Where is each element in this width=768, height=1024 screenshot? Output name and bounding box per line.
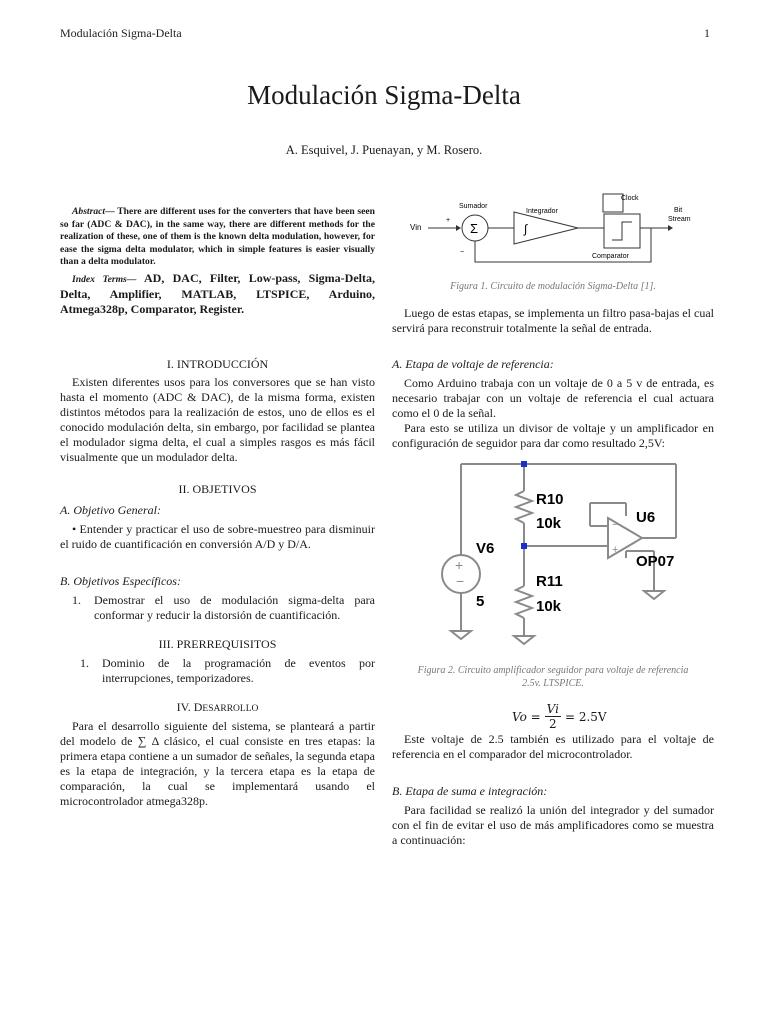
fig1-integral-symbol: ∫ <box>524 222 528 236</box>
fig2-u6-label: U6 <box>636 509 656 526</box>
index-terms-label: Index Terms <box>72 273 127 285</box>
abstract-dash: — <box>105 206 115 217</box>
sum-integration-heading: B. Etapa de suma e integración: <box>392 784 548 798</box>
fig2-op07-label: OP07 <box>636 553 675 570</box>
equation-fraction <box>545 702 561 731</box>
figure-1-sigma-delta-diagram <box>406 188 716 268</box>
index-terms <box>60 271 375 317</box>
fig2-v6-label: V6 <box>476 540 495 557</box>
abstract-text: There are different uses for the converters that have been seen so far (ADC & DAC), in the same way, there are different methods for the realization of these, one of them is the known delta modulation, however, for ease the sigma delta modulator, which in simple features is easier visually than a delta modulator. <box>60 206 375 268</box>
fig1-vin-label: Vin <box>410 223 422 232</box>
abstract <box>60 206 375 269</box>
objective-general-heading: A. Objetivo General: <box>60 503 161 517</box>
index-terms-text: AD, DAC, Filter, Low-pass, Sigma-Delta, Delta, Amplifier, MATLAB, LTSPICE, Arduino, Atmega328p, Comparator, Register. <box>60 270 375 316</box>
fig2-r11-label: R11 <box>536 573 563 590</box>
fig2-op-plus: + <box>612 544 619 556</box>
prereq-item <box>80 656 375 686</box>
development-text: Para el desarrollo siguiente del sistema, se planteará a partir del modelo de ∑ Δ clásico, el cual consiste en tres etapas: la primera etapa contiene a un sumador de señales, la segunda etapa es la etapa de integración, y la tercera etapa es la etapa de comparación, la cual se implementará usando el microcontrolador atmega328p. <box>60 719 375 808</box>
fig1-comparator-label: Comparator <box>592 253 629 260</box>
objective-specific-text: Demostrar el uso de modulación sigma-delta para conformar y reducir la distorsión de cuantificación. <box>94 593 375 622</box>
running-title: Modulación Sigma-Delta <box>60 26 182 40</box>
equation-numerator: Vi <box>546 702 559 716</box>
objective-specific-item <box>72 593 375 623</box>
figure-2-caption <box>392 664 714 690</box>
fig2-r11-value: 10k <box>536 598 562 615</box>
fig1-clock-label: Clock <box>621 195 639 202</box>
equation <box>512 702 607 731</box>
page-number: 1 <box>704 26 710 40</box>
fig1-sumador-label: Sumador <box>459 203 488 210</box>
sum-integration-text: Para facilidad se realizó la unión del integrador y del sumador con el fin de evitar el uso de más amplificadores como se muestra a continuación: <box>392 803 714 847</box>
fig2-r10-value: 10k <box>536 515 562 532</box>
fig1-sigma-symbol: Σ <box>470 221 479 236</box>
prereq-heading: III. PRERREQUISITOS <box>158 637 277 651</box>
intro-text: Existen diferentes usos para los conversores que se han visto hasta el momento (ADC & DAC), de la misma forma, existen distintos métodos para la realización de estos, uno de ellos es el conocido modulación delta, sin embargo, por facilidad se plantea el modulador sigma delta, el cual a simples rasgos es más fácil visualmente que un modulador delta. <box>60 375 375 464</box>
fig1-plus-label: + <box>446 217 451 224</box>
fig2-minus-source: − <box>456 573 465 589</box>
fig2-r10-label: R10 <box>536 491 564 508</box>
index-terms-dash: — <box>126 273 137 285</box>
development-heading <box>60 700 375 715</box>
fig2-plus-source: + <box>455 557 464 573</box>
objectives-heading: II. OBJETIVOS <box>178 482 257 496</box>
fig1-minus-label: − <box>460 249 465 256</box>
equation-lhs: Vo = <box>512 709 541 724</box>
figure-2-caption-line-1: Figura 2. Circuito amplificador seguidor para voltaje de referencia <box>417 665 689 676</box>
objective-specific-number: 1. <box>72 593 81 607</box>
fig1-integrador-label: Integrador <box>526 208 558 215</box>
figure-2-caption-line-2: 2.5v. LTSPICE. <box>522 678 584 689</box>
paper-title: Modulación Sigma-Delta <box>247 80 521 110</box>
objective-general-text: • Entender y practicar el uso de sobre-muestreo para disminuir el ruido de cuantificación en conversión A/D y D/A. <box>60 522 375 551</box>
intro-heading: I. INTRODUCCIÓN <box>166 357 269 371</box>
development-heading-roman: IV. D <box>176 700 203 714</box>
objective-specific-heading: B. Objetivos Específicos: <box>60 574 181 588</box>
equation-rhs: = 2.5V <box>564 709 607 724</box>
fig2-op-minus: − <box>612 519 619 531</box>
authors: A. Esquivel, J. Puenayan, y M. Rosero. <box>285 143 483 157</box>
prereq-number: 1. <box>80 656 89 670</box>
equation-denominator: 2 <box>549 717 557 731</box>
figure-1-caption: Figura 1. Circuito de modulación Sigma-Delta [1]. <box>450 281 656 292</box>
equation-text: Este voltaje de 2.5 también es utilizado para el voltaje de referencia en el comparador del microcontrolador. <box>392 732 714 761</box>
reference-voltage-text-1: Como Arduino trabaja con un voltaje de 0 a 5 v de entrada, es necesario trabajar con un voltaje de referencia el cual actuara como el 0 de la señal. <box>392 376 714 420</box>
figure-2-follower-circuit <box>436 456 696 652</box>
prereq-text: Dominio de la programación de eventos por interrupciones, temporizadores. <box>102 656 375 685</box>
after-figure-1-text: Luego de estas etapas, se implementa un filtro pasa-bajas el cual servirá para reconstruir totalmente la señal de entrada. <box>392 306 714 335</box>
fig1-bit-label: Bit <box>674 207 683 214</box>
abstract-block <box>60 206 375 317</box>
reference-voltage-heading: A. Etapa de voltaje de referencia: <box>392 357 554 371</box>
abstract-label: Abstract <box>72 206 106 217</box>
fig1-clock-flipflop <box>603 194 623 212</box>
development-heading-rest: ESARROLLO <box>202 704 259 714</box>
reference-voltage-text-2: Para esto se utiliza un divisor de voltaje y un amplificador en configuración de seguidor para dar como resultado 2,5V: <box>392 421 714 450</box>
fig2-v6-value: 5 <box>476 593 485 610</box>
fig1-stream-label: Stream <box>668 216 691 223</box>
